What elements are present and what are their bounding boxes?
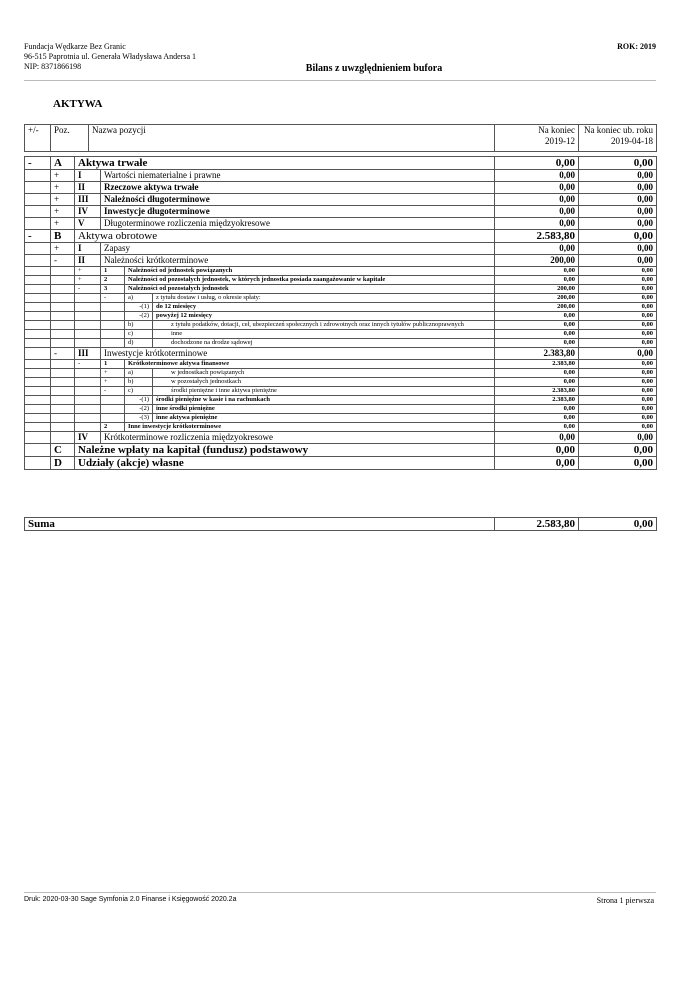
- page-number: Strona 1 pierwsza: [596, 896, 654, 905]
- table-row: c) inne 0,00 0,00: [25, 330, 657, 339]
- company-address: 96-515 Paprotnia ul. Generała Władysława Andersa 1: [24, 52, 197, 61]
- table-row: + I Wartości niematerialne i prawne 0,00 0,00: [25, 170, 657, 182]
- table-row: d) dochodzone na drodze sądowej 0,00 0,00: [25, 339, 657, 348]
- table-row: -(2) powyżej 12 miesięcy 0,00 0,00: [25, 312, 657, 321]
- col-previous-header: Na koniec ub. roku 2019-04-18: [579, 125, 657, 152]
- column-header-table: [24, 124, 657, 152]
- table-row: b) z tytułu podatków, dotacji, ceł, ubezpieczeń społecznych i zdrowotnych oraz innych tytułów publicznoprawnych 0,00 0,00: [25, 321, 657, 330]
- col-current-header: Na koniec 2019-12: [495, 125, 579, 152]
- balance-table: [24, 156, 657, 470]
- print-info: Druk: 2020-03-30 Sage Symfonia 2.0 Finanse i Księgowość 2020.2a: [24, 896, 237, 903]
- total-previous: 0,00: [579, 518, 657, 531]
- report-year: ROK: 2019: [617, 42, 656, 51]
- col-pos-header: Poz.: [51, 125, 89, 152]
- table-row: + IV Inwestycje długoterminowe 0,00 0,00: [25, 206, 657, 218]
- total-row: [25, 518, 657, 531]
- col-sign-header: +/-: [25, 125, 51, 152]
- table-row: + I Zapasy 0,00 0,00: [25, 243, 657, 255]
- table-row: - c) środki pieniężne i inne aktywa pieniężne 2.383,80 0,00: [25, 387, 657, 396]
- section-title: AKTYWA: [53, 98, 103, 110]
- total-table: [24, 517, 657, 531]
- table-row: - A Aktywa trwałe 0,00 0,00: [25, 157, 657, 170]
- table-row: - II Należności krótkoterminowe 200,00 0,00: [25, 255, 657, 267]
- table-row: -(2) inne środki pieniężne 0,00 0,00: [25, 405, 657, 414]
- header-divider: [24, 80, 656, 81]
- table-row: - III Inwestycje krótkoterminowe 2.383,80 0,00: [25, 348, 657, 360]
- table-row: - 3 Należności od pozostałych jednostek 200,00 0,00: [25, 285, 657, 294]
- table-row: + III Należności długoterminowe 0,00 0,00: [25, 194, 657, 206]
- table-row: + V Długoterminowe rozliczenia międzyokresowe 0,00 0,00: [25, 218, 657, 230]
- col-name-header: Nazwa pozycji: [89, 125, 495, 152]
- table-row: + 1 Należności od jednostek powiązanych 0,00 0,00: [25, 267, 657, 276]
- table-row: -(3) inne aktywa pieniężne 0,00 0,00: [25, 414, 657, 423]
- table-row: -(1) do 12 miesięcy 200,00 0,00: [25, 303, 657, 312]
- table-row: + II Rzeczowe aktywa trwałe 0,00 0,00: [25, 182, 657, 194]
- table-row: -(1) środki pieniężne w kasie i na rachunkach 2.383,80 0,00: [25, 396, 657, 405]
- table-row: 2 Inne inwestycje krótkoterminowe 0,00 0,00: [25, 423, 657, 432]
- table-row: - a) z tytułu dostaw i usług, o okresie spłaty: 200,00 0,00: [25, 294, 657, 303]
- table-row: - B Aktywa obrotowe 2.583,80 0,00: [25, 230, 657, 243]
- table-row: - 1 Krótkoterminowe aktywa finansowe 2.383,80 0,00: [25, 360, 657, 369]
- total-current: 2.583,80: [495, 518, 579, 531]
- table-row: + 2 Należności od pozostałych jednostek, w których jednostka posiada zaangażowanie w kapitale 0,00 0,00: [25, 276, 657, 285]
- company-nip: NIP: 8371866198: [24, 62, 82, 71]
- total-label: Suma: [25, 518, 495, 531]
- company-name: Fundacja Wędkarze Bez Granic: [24, 42, 126, 51]
- table-row: + b) w pozostałych jednostkach 0,00 0,00: [25, 378, 657, 387]
- report-title: Bilans z uwzględnieniem bufora: [305, 63, 443, 74]
- footer-divider: [24, 892, 656, 893]
- table-row: + a) w jednostkach powiązanych 0,00 0,00: [25, 369, 657, 378]
- table-row: IV Krótkoterminowe rozliczenia międzyokresowe 0,00 0,00: [25, 432, 657, 444]
- table-row: D Udziały (akcje) własne 0,00 0,00: [25, 457, 657, 470]
- table-row: C Należne wpłaty na kapitał (fundusz) podstawowy 0,00 0,00: [25, 444, 657, 457]
